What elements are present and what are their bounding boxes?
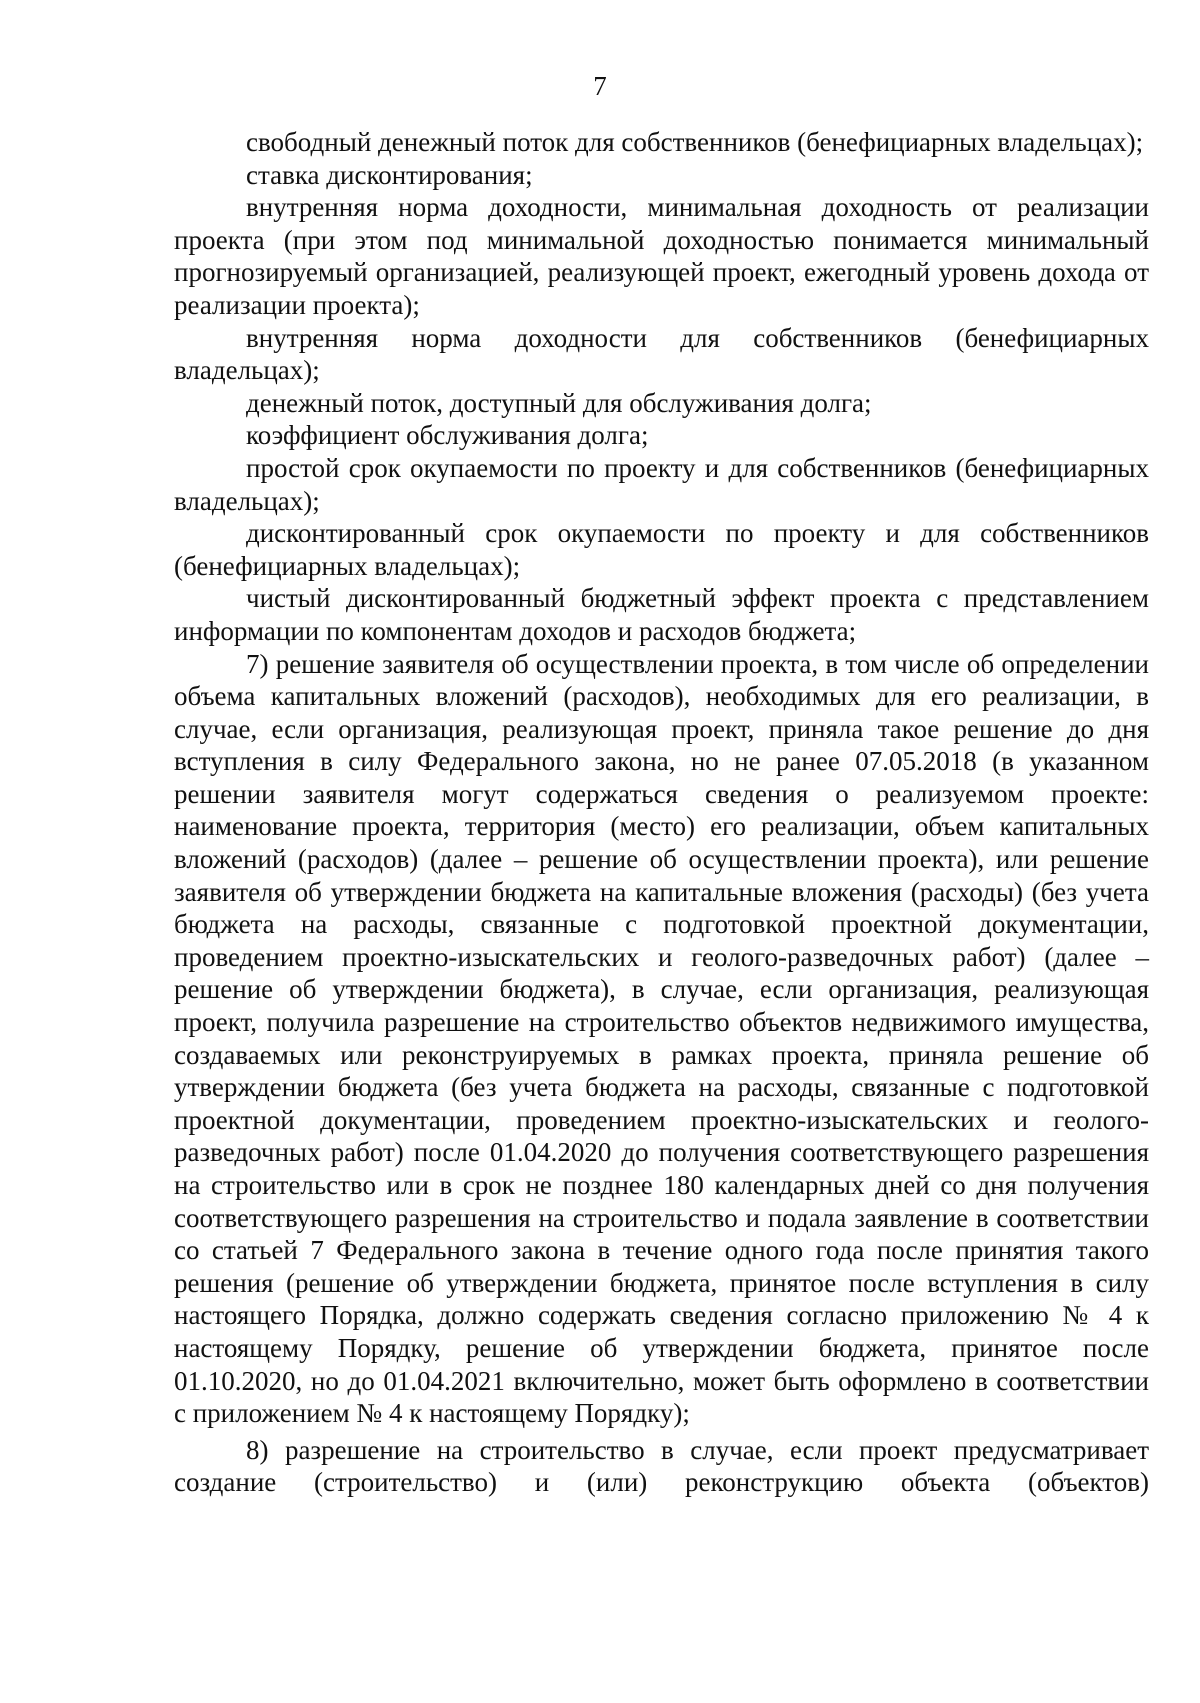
list-item-free-cash-flow-owners: свободный денежный поток для собственников (бенефициарных владельцах); [246,127,1144,157]
clause-8-construction-permit: 8) разрешение на строительство в случае, если проект предусматривает создание (строительство) и (или) реконструкцию объекта (объектов) [174,1434,1149,1498]
clause-7-applicant-decision: 7) решение заявителя об осуществлении проекта, в том числе об определении объема капитальных вложений (расходов), необходимых для его реализации, в случае, если организация, реализующая проект, приняла такое решение до дня вступления в силу Федерального закона, но не ранее 07.05.2018 (в указанном решении заявителя могут содержаться сведения о реализуемом проекте: наименование проекта, территория (место) его реализации, объем капитальных вложений (расходов) (далее – решение об осуществлении проекта), или решение заявителя об утверждении бюджета на капитальные вложения (расходы) (без учета бюджета на расходы, связанные с подготовкой проектной документации, проведением проектно-изыскательских и геолого-разведочных работ) (далее – решение об утверждении бюджета), в случае, если организация, реализующая проект, получила разрешение на строительство объектов недвижимого имущества, создаваемых или реконструируемых в рамках проекта, приняла решение об утверждении бюджета (без учета бюджета на расходы, связанные с подготовкой проектной документации, проведением проектно-изыскательских и геолого-разведочных работ) после 01.04.2020 до получения соответствующего разрешения на строительство или в срок не позднее 180 календарных дней со дня получения соответствующего разрешения на строительство и подала заявление в соответствии со статьей 7 Федерального закона в течение одного года после принятия такого решения (решение об утверждении бюджета, принятое после вступления в силу настоящего Порядка, должно содержать сведения согласно приложению № 4 к настоящему Порядку, решение об утверждении бюджета, принятое после 01.10.2020, но до 01.04.2021 включительно, может быть оформлено в соответствии с приложением № 4 к настоящему Порядку); [174,648,1149,1429]
list-item-debt-service-cash-flow: денежный поток, доступный для обслуживания долга; [246,387,872,418]
list-item-simple-payback: простой срок окупаемости по проекту и для собственников (бенефициарных владельцах); [174,452,1149,516]
list-item-discounted-payback: дисконтированный срок окупаемости по проекту и для собственников (бенефициарных владельцах); [174,518,1149,581]
document-body [174,126,1149,1499]
list-item-net-budget-effect: чистый дисконтированный бюджетный эффект проекта с представлением информации по компонентам доходов и расходов бюджета; [174,583,1149,646]
page-number: 7 [593,71,607,101]
list-item-internal-rate-of-return: внутренняя норма доходности, минимальная доходность от реализации проекта (при этом под минимальной доходностью понимается минимальный прогнозируемый организацией, реализующей проект, ежегодный уровень дохода от реализации проекта); [174,192,1149,320]
list-item-discount-rate: ставка дисконтирования; [246,159,533,190]
list-item-irr-owners: внутренняя норма доходности для собственников (бенефициарных владельцах); [174,322,1149,386]
list-item-debt-service-ratio: коэффициент обслуживания долга; [246,420,649,451]
